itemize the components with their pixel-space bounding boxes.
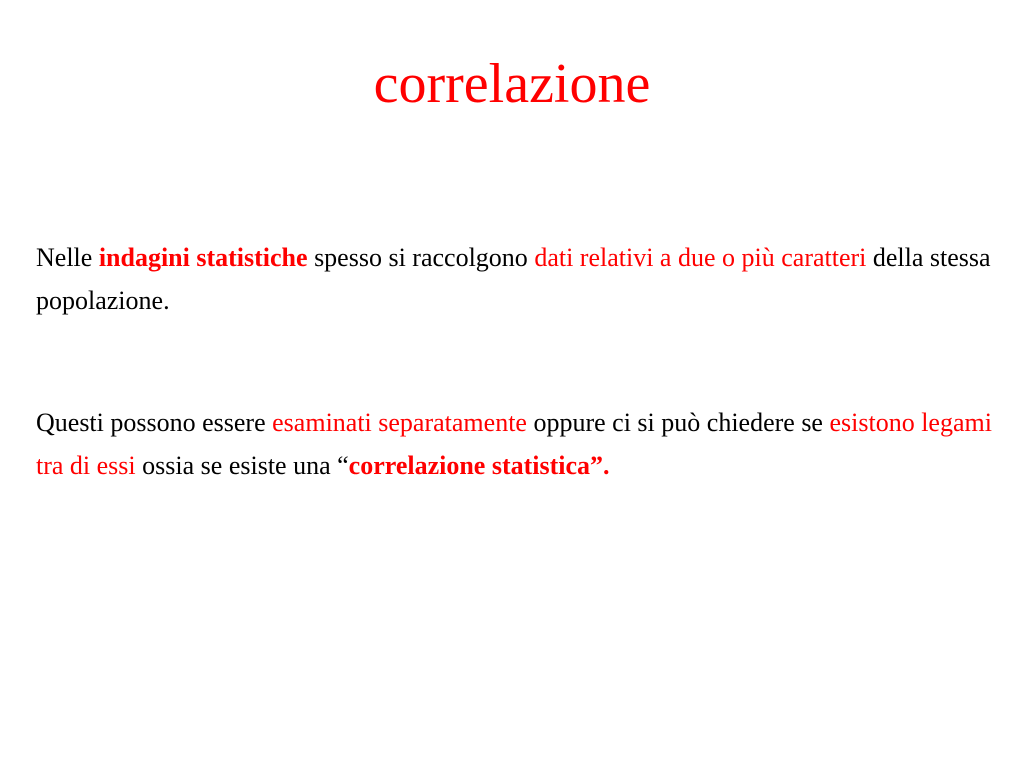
slide-title: correlazione xyxy=(373,53,651,115)
highlight-esaminati-separatamente: esaminati separatamente xyxy=(272,408,527,437)
highlight-correlazione-statistica: correlazione statistica”. xyxy=(348,451,610,480)
text-run: Nelle xyxy=(36,243,99,272)
text-run: Questi possono essere xyxy=(36,408,273,437)
text-run: della stessa popolazione. xyxy=(36,243,991,315)
highlight-esistono-legami: esistono legami tra di essi xyxy=(36,408,992,480)
text-run: ossia se esiste una “ xyxy=(135,451,349,480)
text-run: oppure ci si può chiedere se xyxy=(526,408,830,437)
paragraph-indagini xyxy=(36,236,996,322)
highlight-dati-relativi: dati relativi a due o più caratteri xyxy=(534,243,867,272)
paragraph-correlazione xyxy=(36,401,996,487)
highlight-indagini-statistiche: indagini statistiche xyxy=(98,243,308,272)
text-run: spesso si raccolgono xyxy=(307,243,535,272)
